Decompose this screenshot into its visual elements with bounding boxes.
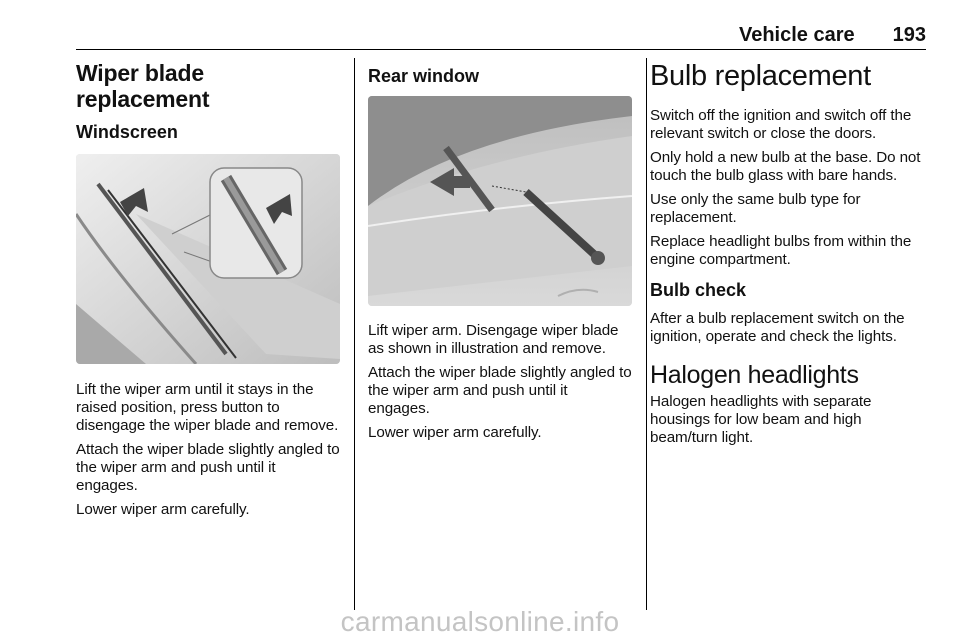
header-rule	[76, 49, 926, 50]
halogen-headlights-text: Halogen headlights with separate housings for low beam and high beam/turn light.	[650, 392, 872, 446]
rear-wiper-illustration	[368, 96, 632, 306]
column-divider-1	[354, 58, 355, 610]
page-number: 193	[892, 24, 926, 46]
bulb-step-2: Only hold a new bulb at the base. Do not touch the bulb glass with bare hands.	[650, 149, 921, 185]
windscreen-step-1: Lift the wiper arm until it stays in the raised position, press button to disengage the wiper blade and remove.	[76, 381, 339, 435]
rear-window-heading: Rear window	[368, 66, 480, 86]
windscreen-step-2: Attach the wiper blade slightly angled to the wiper arm and push until it engages.	[76, 441, 340, 495]
column-bulb-replacement	[650, 60, 928, 447]
bulb-step-1: Switch off the ignition and switch off the relevant switch or close the doors.	[650, 107, 912, 143]
windscreen-wiper-illustration	[76, 154, 340, 364]
column-rear-window	[368, 60, 632, 442]
column-divider-2	[646, 58, 647, 610]
rear-step-1: Lift wiper arm. Disengage wiper blade as shown in illustration and remove.	[368, 321, 619, 357]
watermark-text: carmanualsonline.info	[340, 606, 620, 637]
bulb-check-text: After a bulb replacement switch on the ignition, operate and check the lights.	[650, 309, 905, 345]
rear-step-2: Attach the wiper blade slightly angled to the wiper arm and push until it engages.	[368, 363, 632, 417]
bulb-step-4: Replace headlight bulbs from within the engine compartment.	[650, 233, 912, 269]
bulb-step-3: Use only the same bulb type for replacement.	[650, 191, 861, 227]
bulb-check-heading: Bulb check	[650, 280, 747, 301]
windscreen-step-3: Lower wiper arm carefully.	[76, 501, 250, 519]
bulb-replacement-heading: Bulb replacement	[650, 60, 871, 92]
windscreen-subheading: Windscreen	[76, 121, 178, 142]
wiper-replacement-heading: Wiper blade replacement	[76, 60, 210, 113]
halogen-headlights-heading: Halogen headlights	[650, 360, 859, 389]
column-wiper-windscreen	[76, 60, 340, 519]
rear-step-3: Lower wiper arm carefully.	[368, 423, 542, 441]
page-header	[739, 24, 926, 47]
section-title: Vehicle care	[738, 24, 855, 46]
